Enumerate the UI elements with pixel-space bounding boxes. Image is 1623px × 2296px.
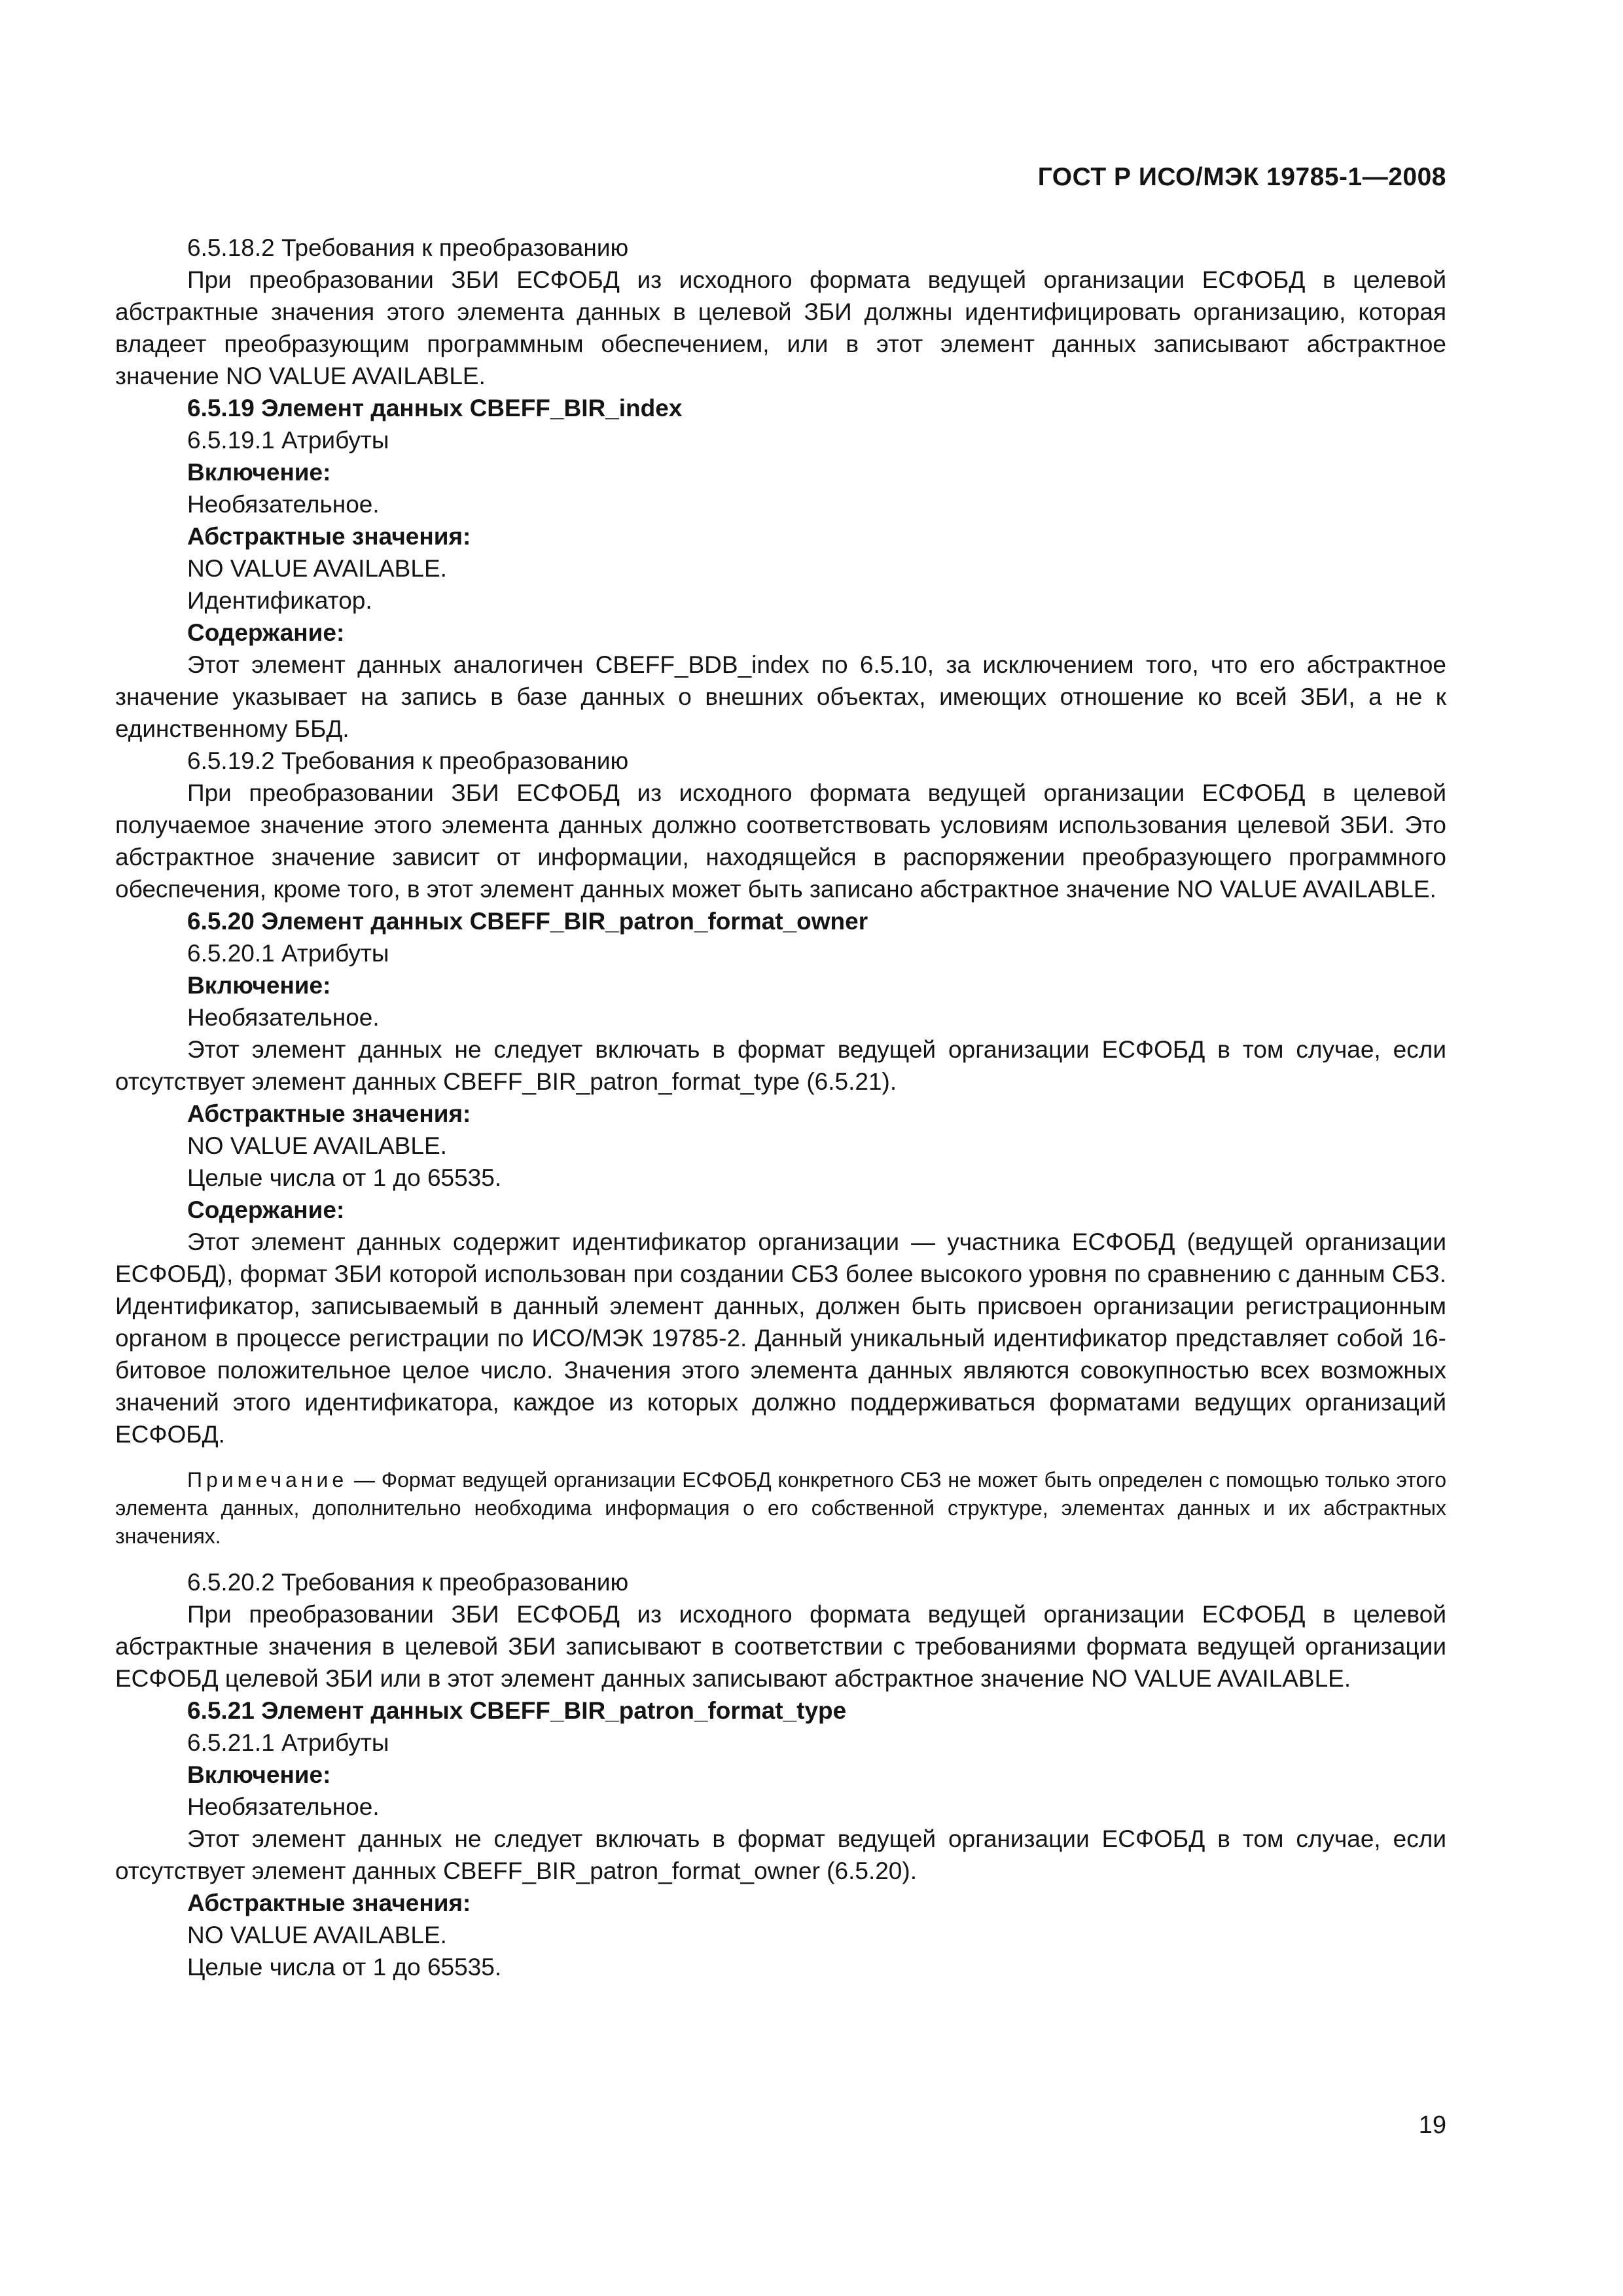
field-label: Содержание:	[187, 619, 345, 646]
note-text: — Формат ведущей организации ЕСФОБД конкретного СБЗ не может быть определен с помощью только этого элемента данных, дополнительно необходима информация о его собственной структуре, элементах данных и их абстрактных значениях.	[115, 1468, 1446, 1548]
paragraph: Идентификатор.	[187, 587, 372, 614]
field-label: Абстрактные значения:	[187, 1100, 471, 1127]
paragraph: 6.5.19.2 Требования к преобразованию	[187, 747, 629, 774]
paragraph: Необязательное.	[187, 1793, 380, 1820]
section-heading: 6.5.20 Элемент данных CBEFF_BIR_patron_format_owner	[187, 908, 868, 935]
paragraph: 6.5.20.2 Требования к преобразованию	[187, 1569, 629, 1596]
paragraph: 6.5.20.1 Атрибуты	[187, 940, 389, 967]
paragraph: При преобразовании ЗБИ ЕСФОБД из исходного формата ведущей организации ЕСФОБД в целевой абстрактные значения этого элемента данных в целевой ЗБИ должны идентифицировать организацию, которая владеет преобразующим программным обеспечением, или в этот элемент данных записывают абстрактное значение NO VALUE AVAILABLE.	[115, 266, 1446, 389]
paragraph: 6.5.18.2 Требования к преобразованию	[187, 234, 629, 261]
field-label: Содержание:	[187, 1196, 345, 1223]
field-label: Включение:	[187, 459, 331, 486]
paragraph: При преобразовании ЗБИ ЕСФОБД из исходного формата ведущей организации ЕСФОБД в целевой получаемое значение этого элемента данных должно соответствовать условиям использования целевой ЗБИ. Это абстрактное значение зависит от информации, находящейся в распоряжении преобразующего программного обеспечения, кроме того, в этот элемент данных может быть записано абстрактное значение NO VALUE AVAILABLE.	[115, 780, 1446, 903]
paragraph: Целые числа от 1 до 65535.	[187, 1954, 502, 1981]
section-heading: 6.5.21 Элемент данных CBEFF_BIR_patron_format_type	[187, 1697, 847, 1724]
field-label: Абстрактные значения:	[187, 1890, 471, 1916]
page-number: 19	[1418, 2111, 1446, 2139]
section-heading: 6.5.19 Элемент данных CBEFF_BIR_index	[187, 395, 683, 422]
paragraph: Этот элемент данных содержит идентификатор организации — участника ЕСФОБД (ведущей организации ЕСФОБД), формат ЗБИ которой использован при создании СБЗ более высокого уровня по сравнению с данным СБЗ. Идентификатор, записываемый в данный элемент данных, должен быть присвоен организации регистрационным органом в процессе регистрации по ИСО/МЭК 19785-2. Данный уникальный идентификатор представляет собой 16-битовое положительное целое число. Значения этого элемента данных являются совокупностью всех возможных значений этого идентификатора, каждое из которых должно поддерживаться форматами ведущих организаций ЕСФОБД.	[115, 1229, 1446, 1448]
paragraph: Необязательное.	[187, 491, 380, 518]
paragraph: 6.5.21.1 Атрибуты	[187, 1729, 389, 1756]
paragraph: Этот элемент данных не следует включать в формат ведущей организации ЕСФОБД в том случае, если отсутствует элемент данных CBEFF_BIR_patron_format_owner (6.5.20).	[115, 1825, 1446, 1884]
paragraph: Этот элемент данных аналогичен CBEFF_BDB_index по 6.5.10, за исключением того, что его абстрактное значение указывает на запись в базе данных о внешних объектах, имеющих отношение ко всей ЗБИ, а не к единственному ББД.	[115, 651, 1446, 742]
paragraph: NO VALUE AVAILABLE.	[187, 555, 447, 582]
note-paragraph	[115, 1466, 1446, 1551]
document-body	[115, 232, 1446, 1983]
field-label: Абстрактные значения:	[187, 523, 471, 550]
paragraph: NO VALUE AVAILABLE.	[187, 1132, 447, 1159]
field-label: Включение:	[187, 972, 331, 999]
paragraph: При преобразовании ЗБИ ЕСФОБД из исходного формата ведущей организации ЕСФОБД в целевой абстрактные значения в целевой ЗБИ записывают в соответствии с требованиями формата ведущей организации ЕСФОБД целевой ЗБИ или в этот элемент данных записывают абстрактное значение NO VALUE AVAILABLE.	[115, 1601, 1446, 1692]
standard-header: ГОСТ Р ИСО/МЭК 19785-1—2008	[1037, 163, 1446, 191]
paragraph: Необязательное.	[187, 1004, 380, 1031]
paragraph: 6.5.19.1 Атрибуты	[187, 427, 389, 454]
paragraph: Целые числа от 1 до 65535.	[187, 1164, 502, 1191]
note-label: Примечание	[187, 1468, 348, 1492]
paragraph: NO VALUE AVAILABLE.	[187, 1922, 447, 1948]
field-label: Включение:	[187, 1761, 331, 1788]
paragraph: Этот элемент данных не следует включать в формат ведущей организации ЕСФОБД в том случае, если отсутствует элемент данных CBEFF_BIR_patron_format_type (6.5.21).	[115, 1036, 1446, 1095]
